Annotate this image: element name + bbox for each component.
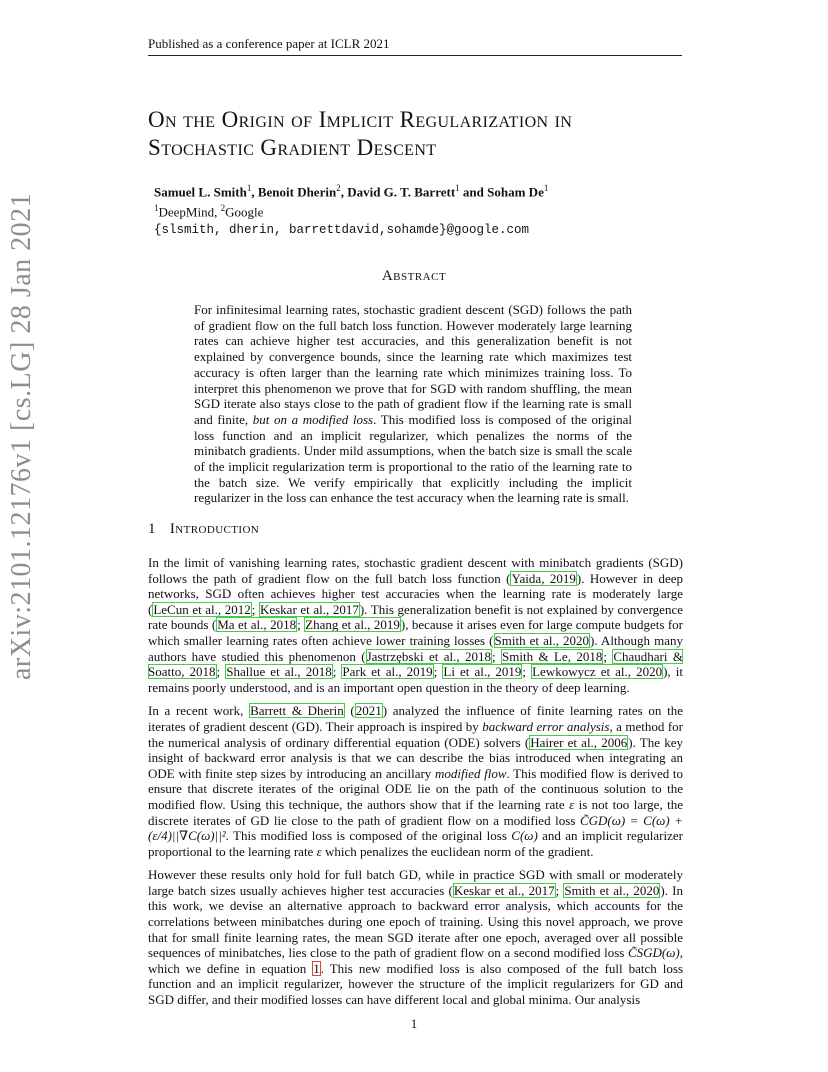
text: , which we define in equation — [148, 945, 683, 976]
section-number: 1 — [148, 521, 156, 537]
citation-link[interactable]: 2021 — [355, 703, 382, 719]
author-affiliation-mark: 1 — [543, 183, 549, 193]
text: is not too large, the discrete iterates of GD lie close to the path of gradient flow on a modified loss — [148, 796, 683, 828]
author-separator: and — [459, 184, 488, 200]
affiliation-mark: 2 — [220, 203, 226, 214]
citation-link[interactable]: Shallue et al., 2018 — [226, 664, 332, 680]
text: . This modified flow is derived to ensure that discrete iterates of the original ODE lie on the path of the continuous solution to the modified flow. Using this technique, the authors show that if the learning rate — [148, 765, 684, 812]
citation-link[interactable]: Zhang et al., 2019 — [305, 617, 400, 633]
citation-link[interactable]: Park et al., 2019 — [342, 664, 433, 680]
author-separator: , — [251, 184, 258, 200]
text: which penalizes the euclidean norm of the gradient. — [321, 843, 594, 859]
author-affiliations — [154, 200, 548, 220]
text: ; — [251, 601, 259, 617]
author-emails: {slsmith, dherin, barrettdavid,sohamde}@google.com — [154, 222, 530, 237]
emphasis: modified flow — [434, 765, 507, 781]
abstract-emphasis: but on a modified loss — [252, 411, 374, 427]
text: ). The key insight of backward error analysis is that we can describe the bias introduced when integrating an ODE with finite step sizes by introducing an ancillary — [148, 734, 683, 781]
author-affiliation-mark: 1 — [246, 183, 252, 193]
math-symbol: ε — [316, 843, 322, 859]
text: ), it remains poorly understood, and is an important open question in the theory of deep learning. — [148, 664, 683, 695]
text: ). Although many authors have studied this phenomenon ( — [148, 632, 683, 664]
citation-link[interactable]: Chaudhari & Soatto, 2018 — [148, 648, 683, 680]
text: ( — [344, 703, 355, 719]
citation-link[interactable]: Keskar et al., 2017 — [453, 882, 555, 898]
text: ; — [522, 664, 532, 680]
equation-reference-link[interactable]: 1 — [313, 960, 320, 976]
text: , a method for the numerical analysis of ordinary differential equation (ODE) solvers ( — [148, 718, 684, 750]
citation-link[interactable]: Smith et al., 2020 — [564, 882, 660, 898]
author-name: Benoit Dherin — [257, 184, 337, 200]
author-separator: , — [340, 184, 348, 200]
citation-link[interactable]: Yaida, 2019 — [511, 570, 576, 586]
running-header: Published as a conference paper at ICLR 2021 — [148, 36, 682, 56]
text: ; — [216, 664, 226, 680]
emphasis: backward error analysis — [482, 718, 610, 734]
author-names — [154, 180, 548, 200]
text: . This new modified loss is also composed of the full batch loss function and an implicit regularizer, however the structure of the implicit regularizers for GD and SGD differ, and their modified losses can have different local and global minima. Our analysis — [148, 960, 683, 1008]
paragraph-2 — [148, 703, 683, 859]
text: However these results only hold for full batch GD, while in practice SGD with small or moderately large batch sizes usually achieves higher test accuracies ( — [148, 867, 683, 898]
author-affiliation-mark: 1 — [455, 183, 460, 193]
paragraph-1 — [148, 555, 683, 695]
text: ; — [555, 882, 564, 898]
text: and an implicit regularizer proportional to the learning rate — [148, 828, 683, 859]
math-expression: C̃GD(ω) = C(ω) + (ε/4)||∇C(ω)||² — [148, 812, 683, 844]
affiliation-google: Google — [225, 204, 264, 220]
author-block — [154, 180, 548, 238]
citation-link[interactable]: Smith & Le, 2018 — [502, 648, 603, 664]
text: ), because it arises even for large compute budgets for which smaller learning rates often achieve lower training losses ( — [148, 617, 684, 648]
citation-link[interactable]: Jastrzębski et al., 2018 — [366, 648, 492, 664]
text: ; — [297, 617, 305, 633]
text: ). However in deep networks, SGD often achieves higher test accuracies when the learning rate is moderately large ( — [148, 570, 683, 617]
text: ; — [603, 648, 613, 664]
citation-link[interactable]: Lewkowycz et al., 2020 — [532, 664, 663, 680]
author-name: David G. T. Barrett — [347, 184, 456, 200]
title-line-2: Stochastic Gradient Descent — [148, 135, 437, 160]
math-expression: C(ω) — [511, 828, 538, 844]
page-number: 1 — [410, 1016, 418, 1031]
author-affiliation-mark: 2 — [336, 183, 341, 193]
citation-link[interactable]: Li et al., 2019 — [443, 664, 522, 680]
section-heading-introduction — [148, 521, 259, 538]
citation-link[interactable]: Barrett & Dherin — [250, 703, 344, 719]
affiliation-mark: 1 — [154, 203, 159, 214]
arxiv-identifier-stamp: arXiv:2101.12176v1 [cs.LG] 28 Jan 2021 — [6, 192, 37, 680]
paper-title — [148, 106, 708, 162]
abstract-part-1: For infinitesimal learning rates, stochastic gradient descent (SGD) follows the path of gradient flow on the full batch loss function. However moderately large learning rates can achieve higher test accuracies, and this generalization benefit is not explained by convergence bounds, since the learning rate which maximizes test accuracy is often larger than the learning rate which minimizes training loss. To interpret this phenomenon we prove that for SGD with random shuffling, the mean SGD iterate also stays close to the path of gradient flow if the learning rate is small and finite, — [194, 302, 632, 427]
text: . This modified loss is composed of the original loss — [225, 828, 512, 844]
text: ; — [332, 664, 342, 680]
affiliation-deepmind: DeepMind, — [158, 204, 221, 220]
math-expression: C̃SGD(ω) — [627, 945, 680, 961]
citation-link[interactable]: Keskar et al., 2017 — [259, 601, 359, 617]
abstract-text — [194, 302, 632, 506]
text: In the limit of vanishing learning rates, stochastic gradient descent with minibatch gradients (SGD) follows the path of gradient flow on the full batch loss function ( — [148, 555, 683, 586]
author-name: Samuel L. Smith — [154, 184, 247, 200]
introduction-body — [148, 555, 683, 1016]
title-line-1: On the Origin of Implicit Regularization in — [148, 107, 573, 132]
citation-link[interactable]: LeCun et al., 2012 — [153, 601, 251, 617]
text: ). In this work, we devise an alternative approach to backward error analysis, which accounts for the correlations between minibatches during one epoch of training. Using this novel approach, we prove that for small finite learning rates, the mean SGD iterate after one epoch, averaged over all possible sequences of minibatches, lies close to the path of gradient flow on a second modified loss — [148, 882, 683, 961]
text: ; — [433, 664, 443, 680]
paragraph-3 — [148, 867, 683, 1007]
text: ; — [492, 648, 502, 664]
math-symbol: ε — [569, 796, 575, 812]
author-name: Soham De — [487, 184, 544, 200]
section-title: Introduction — [169, 521, 260, 537]
abstract-part-2: . This modified loss is composed of the original loss function and an implicit regularizer, which penalizes the norms of the minibatch gradients. Under mild assumptions, when the batch size is small the scale of the implicit regularization term is proportional to the ratio of the learning rate to the batch size. We verify empirically that explicitly including the implicit regularizer in the loss can enhance the test accuracy when the learning rate is small. — [194, 411, 632, 506]
abstract-heading: Abstract — [381, 268, 447, 284]
citation-link[interactable]: Smith et al., 2020 — [494, 632, 590, 648]
citation-link[interactable]: Ma et al., 2018 — [217, 617, 297, 633]
text: In a recent work, — [148, 703, 250, 719]
text: ). This generalization benefit is not explained by convergence rate bounds ( — [148, 601, 683, 633]
text: ) analyzed the influence of finite learning rates on the iterates of gradient descent (GD). Their approach is inspired by — [148, 703, 683, 734]
citation-link[interactable]: Hairer et al., 2006 — [530, 734, 628, 750]
